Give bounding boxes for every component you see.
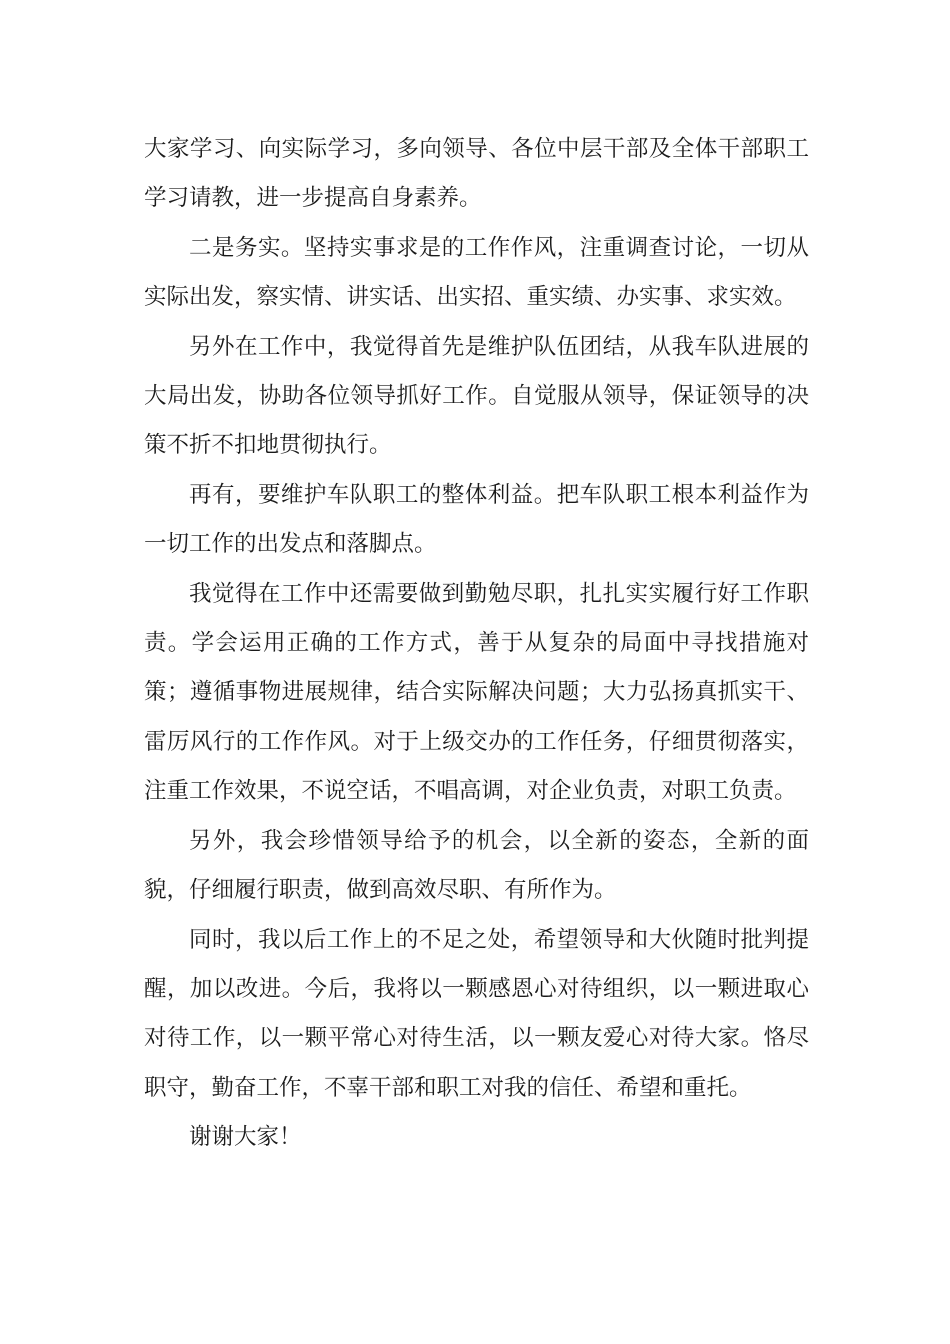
paragraph-continuation: 大家学习、向实际学习，多向领导、各位中层干部及全体干部职工学习请教，进一步提高自身素养。 xyxy=(144,136,809,212)
document-body xyxy=(144,125,809,1163)
paragraph-staff-interests: 再有，要维护车队职工的整体利益。把车队职工根本利益作为一切工作的出发点和落脚点。 xyxy=(144,481,809,558)
paragraph-diligence: 我觉得在工作中还需要做到勤勉尽职，扎扎实实履行好工作职责。学会运用正确的工作方式，善于从复杂的局面中寻找措施对策；遵循事物进展规律，结合实际解决问题；大力弘扬真抓实干、雷厉风行的工作作风。对于上级交办的工作任务，仔细贯彻落实，注重工作效果，不说空话，不唱高调，对企业负责，对职工负责。 xyxy=(144,580,809,805)
paragraph-closing-commitment: 同时，我以后工作上的不足之处，希望领导和大伙随时批判提醒，加以改进。今后，我将以一颗感恩心对待组织，以一颗进取心对待工作，以一颗平常心对待生活，以一颗友爱心对待大家。恪尽职守，勤奋工作，不辜干部和职工对我的信任、希望和重托。 xyxy=(144,926,809,1101)
paragraph-thanks: 谢谢大家！ xyxy=(189,1124,302,1151)
paragraph-team-unity: 另外在工作中，我觉得首先是维护队伍团结，从我车队进展的大局出发，协助各位领导抓好工作。自觉服从领导，保证领导的决策不折不扣地贯彻执行。 xyxy=(144,333,809,459)
paragraph-practical: 二是务实。坚持实事求是的工作作风，注重调查讨论，一切从实际出发，察实情、讲实话、出实招、重实绩、办实事、求实效。 xyxy=(144,234,809,311)
paragraph-opportunity: 另外，我会珍惜领导给予的机会，以全新的姿态，全新的面貌，仔细履行职责，做到高效尽职、有所作为。 xyxy=(144,827,809,904)
